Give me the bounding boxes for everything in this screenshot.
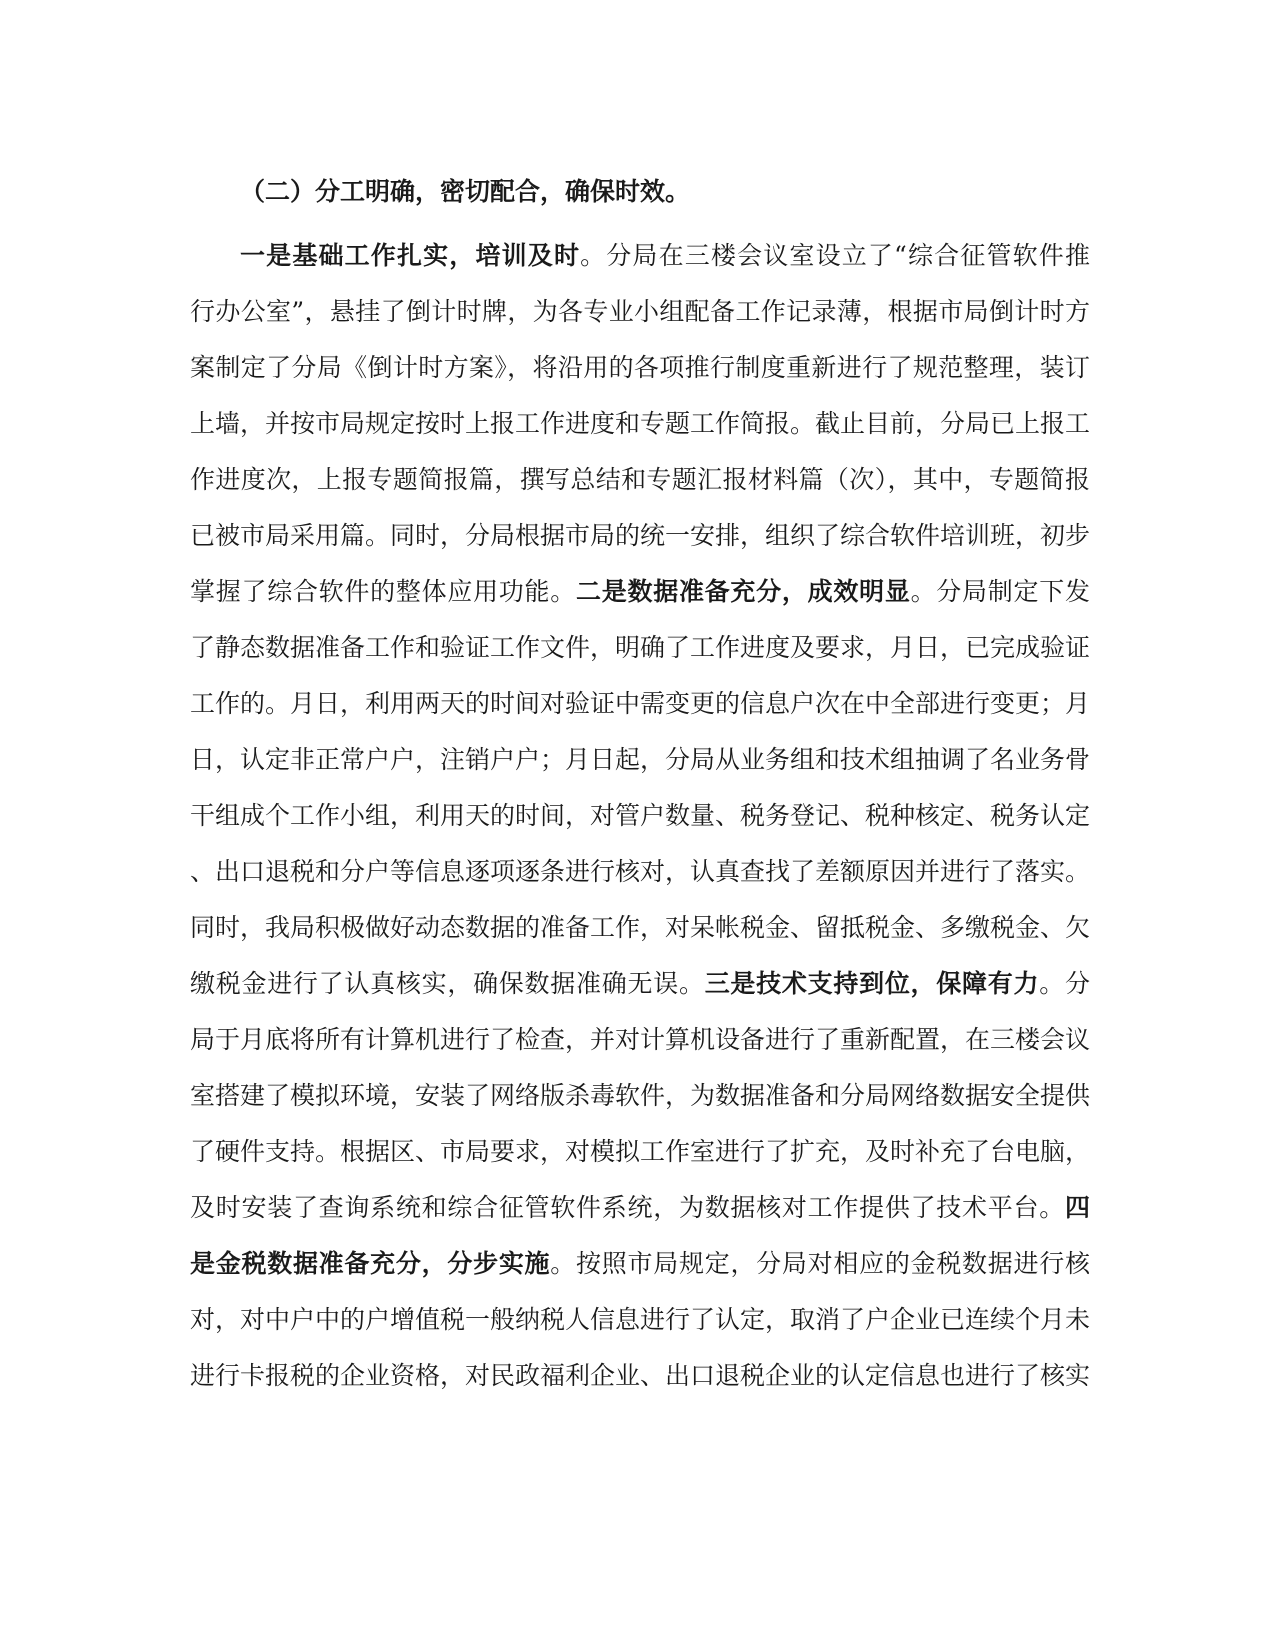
bold-run: 四 (1064, 1193, 1090, 1222)
text-line (190, 452, 1090, 508)
text-line (190, 1124, 1090, 1180)
text-run: 室搭建了模拟环境，安装了网络版杀毒软件，为数据准备和分局网络数据安全提供 (190, 1081, 1090, 1110)
text-run: 了静态数据准备工作和验证工作文件，明确了工作进度及要求，月日，已完成验证 (190, 633, 1090, 662)
text-run: 。分局在三楼会议室设立了“综合征管软件推 (580, 241, 1090, 270)
text-line (190, 228, 1090, 284)
text-run: 。按照市局规定，分局对相应的金税数据进行核 (550, 1249, 1090, 1278)
text-run: 、出口退税和分户等信息逐项逐条进行核对，认真查找了差额原因并进行了落实。 (190, 857, 1090, 886)
text-line (190, 620, 1090, 676)
text-line (190, 340, 1090, 396)
text-line (190, 956, 1090, 1012)
text-run: 及时安装了查询系统和综合征管软件系统，为数据核对工作提供了技术平台。 (190, 1193, 1065, 1222)
text-line (190, 1292, 1090, 1348)
bold-run: 二是数据准备充分，成效明显 (576, 577, 911, 606)
text-run: 日，认定非正常户户，注销户户；月日起，分局从业务组和技术组抽调了名业务骨 (190, 745, 1090, 774)
text-line (190, 676, 1090, 732)
text-line (190, 1068, 1090, 1124)
body-paragraph (190, 228, 1090, 1404)
text-line (190, 508, 1090, 564)
text-run: 掌握了综合软件的整体应用功能。 (190, 577, 577, 606)
document-content (190, 172, 1090, 1404)
text-line (190, 788, 1090, 844)
text-line (190, 284, 1090, 340)
text-run: 局于月底将所有计算机进行了检查，并对计算机设备进行了重新配置，在三楼会议 (190, 1025, 1090, 1054)
text-run: 干组成个工作小组，利用天的时间，对管户数量、税务登记、税种核定、税务认定 (190, 801, 1090, 830)
text-run: 对，对中户中的户增值税一般纳税人信息进行了认定，取消了户企业已连续个月未 (190, 1305, 1090, 1334)
text-line (190, 396, 1090, 452)
text-line (190, 1012, 1090, 1068)
text-run: 案制定了分局《倒计时方案》，将沿用的各项推行制度重新进行了规范整理，装订 (190, 353, 1090, 382)
text-run: 。分 (1039, 969, 1090, 998)
text-run: 已被市局采用篇。同时，分局根据市局的统一安排，组织了综合软件培训班，初步 (190, 521, 1090, 550)
text-line (190, 844, 1090, 900)
text-run: 缴税金进行了认真核实，确保数据准确无误。 (190, 969, 705, 998)
bold-run: 一是基础工作扎实，培训及时 (240, 241, 581, 270)
text-run: 进行卡报税的企业资格，对民政福利企业、出口退税企业的认定信息也进行了核实 (190, 1361, 1090, 1390)
bold-run: 是金税数据准备充分，分步实施 (190, 1249, 551, 1278)
text-line (190, 1236, 1090, 1292)
text-line (190, 1180, 1090, 1236)
text-line (190, 900, 1090, 956)
text-line (190, 564, 1090, 620)
text-run: 工作的。月日，利用两天的时间对验证中需变更的信息户次在中全部进行变更；月 (190, 689, 1090, 718)
text-run: 。分局制定下发 (910, 577, 1090, 606)
text-line (190, 1348, 1090, 1404)
bold-run: 三是技术支持到位，保障有力 (704, 969, 1040, 998)
text-line (190, 732, 1090, 788)
text-run: 了硬件支持。根据区、市局要求，对模拟工作室进行了扩充，及时补充了台电脑， (190, 1137, 1090, 1166)
text-run: 作进度次，上报专题简报篇，撰写总结和专题汇报材料篇（次），其中，专题简报 (190, 465, 1090, 494)
text-run: 同时，我局积极做好动态数据的准备工作，对呆帐税金、留抵税金、多缴税金、欠 (190, 913, 1090, 942)
text-run: 上墙，并按市局规定按时上报工作进度和专题工作简报。截止目前，分局已上报工 (190, 409, 1090, 438)
text-run: 行办公室”，悬挂了倒计时牌，为各专业小组配备工作记录薄，根据市局倒计时方 (190, 297, 1090, 326)
section-heading: （二）分工明确，密切配合，确保时效。 (240, 177, 691, 206)
